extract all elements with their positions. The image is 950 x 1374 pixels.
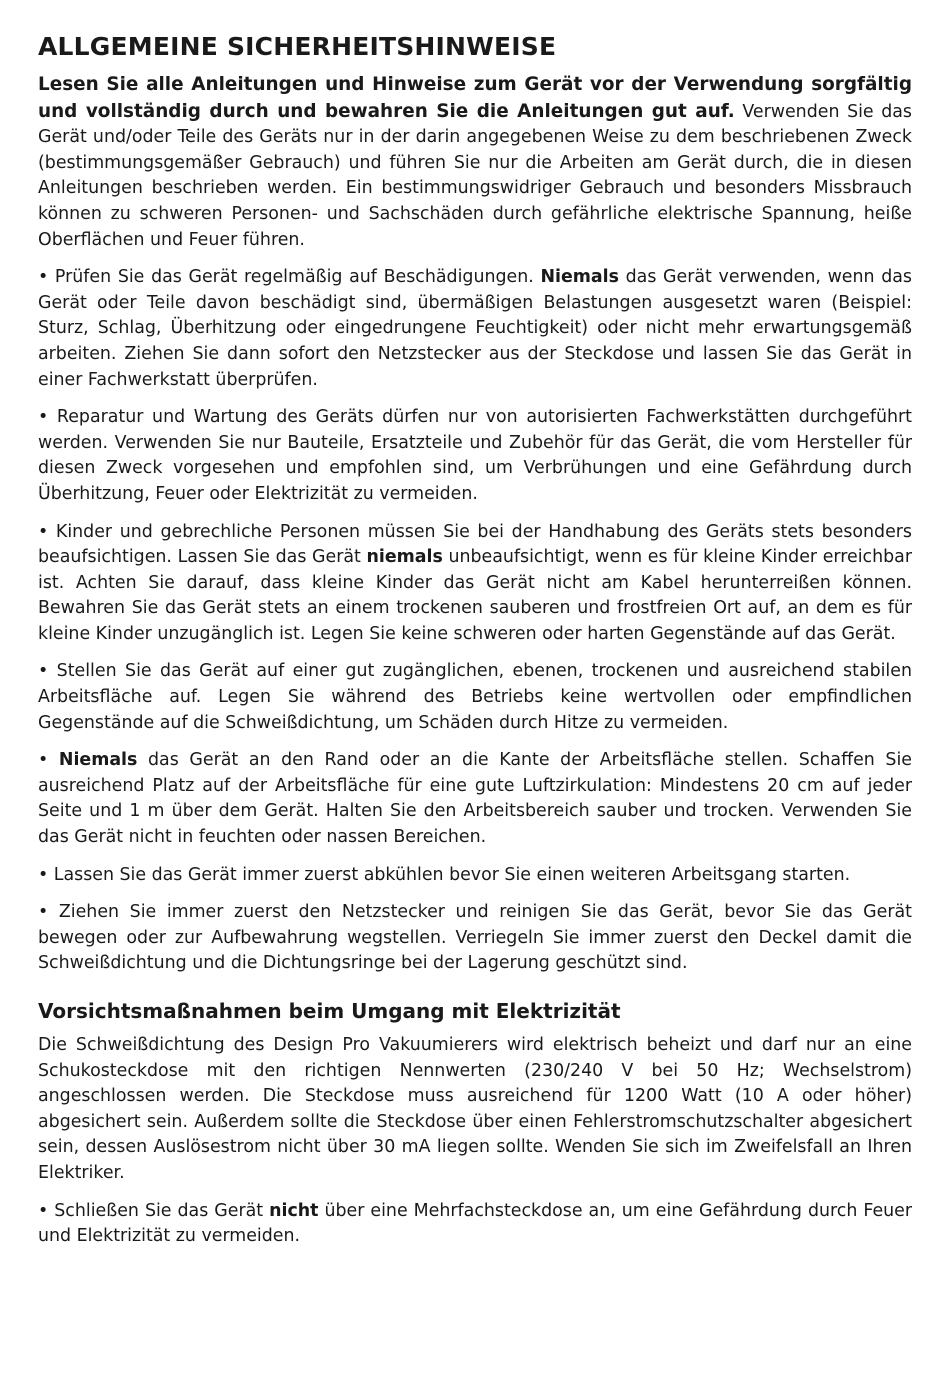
document-page (38, 32, 912, 1262)
page-title: ALLGEMEINE SICHERHEITSHINWEISE (38, 32, 557, 61)
electrical-heading: Vorsichtsmaßnahmen beim Umgang mit Elektrizität (38, 999, 621, 1023)
bullet-text: • Kinder und gebrechliche Personen müssen Sie bei der Handhabung des Geräts stets besonders beaufsichtigen. Lassen Sie das Gerät (38, 521, 912, 568)
bullet-emphasis: nicht (269, 1200, 319, 1221)
safety-bullet-check-damage (38, 265, 912, 393)
safety-bullet-children (38, 520, 912, 648)
bullet-text: • Lassen Sie das Gerät immer zuerst abkühlen bevor Sie einen weiteren Arbeitsgang starten. (38, 864, 851, 885)
safety-bullet-unplug (38, 900, 912, 977)
bullet-emphasis: Niemals (540, 267, 619, 288)
intro-paragraph (38, 72, 912, 253)
bullet-text: das Gerät verwenden, wenn das Gerät oder Teile davon beschädigt sind, übermäßigen Belastungen ausgesetzt waren (Beispiel: Sturz, Schlag, Überhitzung oder eingedrungene Feuchtigkeit) oder nicht mehr erwartungsgemäß arbeiten. Ziehen Sie dann sofort den Netzstecker aus der Steckdose und lassen Sie das Gerät in einer Fachwerkstatt überprüfen. (38, 267, 912, 390)
safety-bullet-edge (38, 748, 912, 850)
bullet-text: über eine Mehrfachsteckdose an, um eine Gefährdung durch Feuer und Elektrizität zu vermeiden. (38, 1200, 913, 1247)
bullet-text: das Gerät an den Rand oder an die Kante der Arbeitsfläche stellen. Schaffen Sie ausreichend Platz auf der Arbeitsfläche für eine gute Luftzirkulation: Mindestens 20 cm auf jeder Seite und 1 m über dem Gerät. Halten Sie den Arbeitsbereich sauber und trocken. Verwenden Sie das Gerät nicht in feuchten oder nassen Bereichen. (38, 750, 912, 848)
bullet-emphasis: Niemals (58, 750, 138, 771)
electrical-bullet-power-strip (38, 1199, 912, 1250)
bullet-text: • Reparatur und Wartung des Geräts dürfen nur von autorisierten Fachwerkstätten durchgeführt werden. Verwenden Sie nur Bauteile, Ersatzteile und Zubehör für das Gerät, die vom Hersteller für diesen Zweck vorgesehen und empfohlen sind, um Verbrühungen und eine Gefährdung durch Überhitzung, Feuer oder Elektrizität zu vermeiden. (38, 407, 912, 504)
bullet-text: • Stellen Sie das Gerät auf einer gut zugänglichen, ebenen, trockenen und ausreichend stabilen Arbeitsfläche auf. Legen Sie während des Betriebs keine wertvollen oder empfindlichen Gegenstände auf die Schweißdichtung, um Schäden durch Hitze zu vermeiden. (38, 661, 912, 733)
bullet-text: • (38, 750, 59, 771)
bullet-text: • Ziehen Sie immer zuerst den Netzstecker und reinigen Sie das Gerät, bevor Sie das Gerät bewegen oder zur Aufbewahrung wegstellen. Verriegeln Sie immer zuerst den Deckel damit die Schweißdichtung und die Dichtungsringe bei der Lagerung geschützt sind. (38, 902, 912, 974)
bullet-text: • Prüfen Sie das Gerät regelmäßig auf Beschädigungen. (38, 267, 541, 288)
safety-bullet-cooldown (38, 863, 912, 889)
safety-bullet-repair (38, 405, 912, 507)
intro-text: Verwenden Sie das Gerät und/oder Teile des Geräts nur in der darin angegebenen Weise zu dem beschriebenen Zweck (bestimmungsgemäßer Gebrauch) und führen Sie nur die Arbeiten am Gerät durch, die in diesen Anleitungen beschrieben werden. Ein bestimmungswidriger Gebrauch und besonders Missbrauch können zu schweren Personen- und Sachschäden durch gefährliche elektrische Spannung, heiße Oberflächen und Feuer führen. (38, 101, 912, 250)
bullet-emphasis: niemals (366, 547, 443, 568)
bullet-text: unbeaufsichtigt, wenn es für kleine Kinder erreichbar ist. Achten Sie darauf, dass kleine Kinder das Gerät nicht am Kabel herunterreißen können. Bewahren Sie das Gerät stets an einem trockenen sauberen und frostfreien Ort auf, an dem es für kleine Kinder unzugänglich ist. Legen Sie keine schweren oder harten Gegenstände auf das Gerät. (38, 547, 912, 644)
bullet-text: • Schließen Sie das Gerät (38, 1200, 270, 1221)
electrical-paragraph: Die Schweißdichtung des Design Pro Vakuumierers wird elektrisch beheizt und darf nur an eine Schukosteckdose mit den richtigen Nennwerten (230/240 V bei 50 Hz; Wechselstrom) angeschlossen werden. Die Steckdose muss ausreichend für 1200 Watt (10 A oder höher) abgesichert sein. Außerdem sollte die Steckdose über einen Fehlerstromschutzschalter abgesichert sein, dessen Auslösestrom nicht über 30 mA liegen sollte. Wenden Sie sich im Zweifelsfall an Ihren Elektriker. (38, 1035, 912, 1183)
intro-lead: Lesen Sie alle Anleitungen und Hinweise zum Gerät vor der Verwendung sorgfältig und vollständig durch und bewahren Sie die Anleitungen gut auf. (38, 74, 912, 122)
safety-bullet-placement (38, 659, 912, 736)
